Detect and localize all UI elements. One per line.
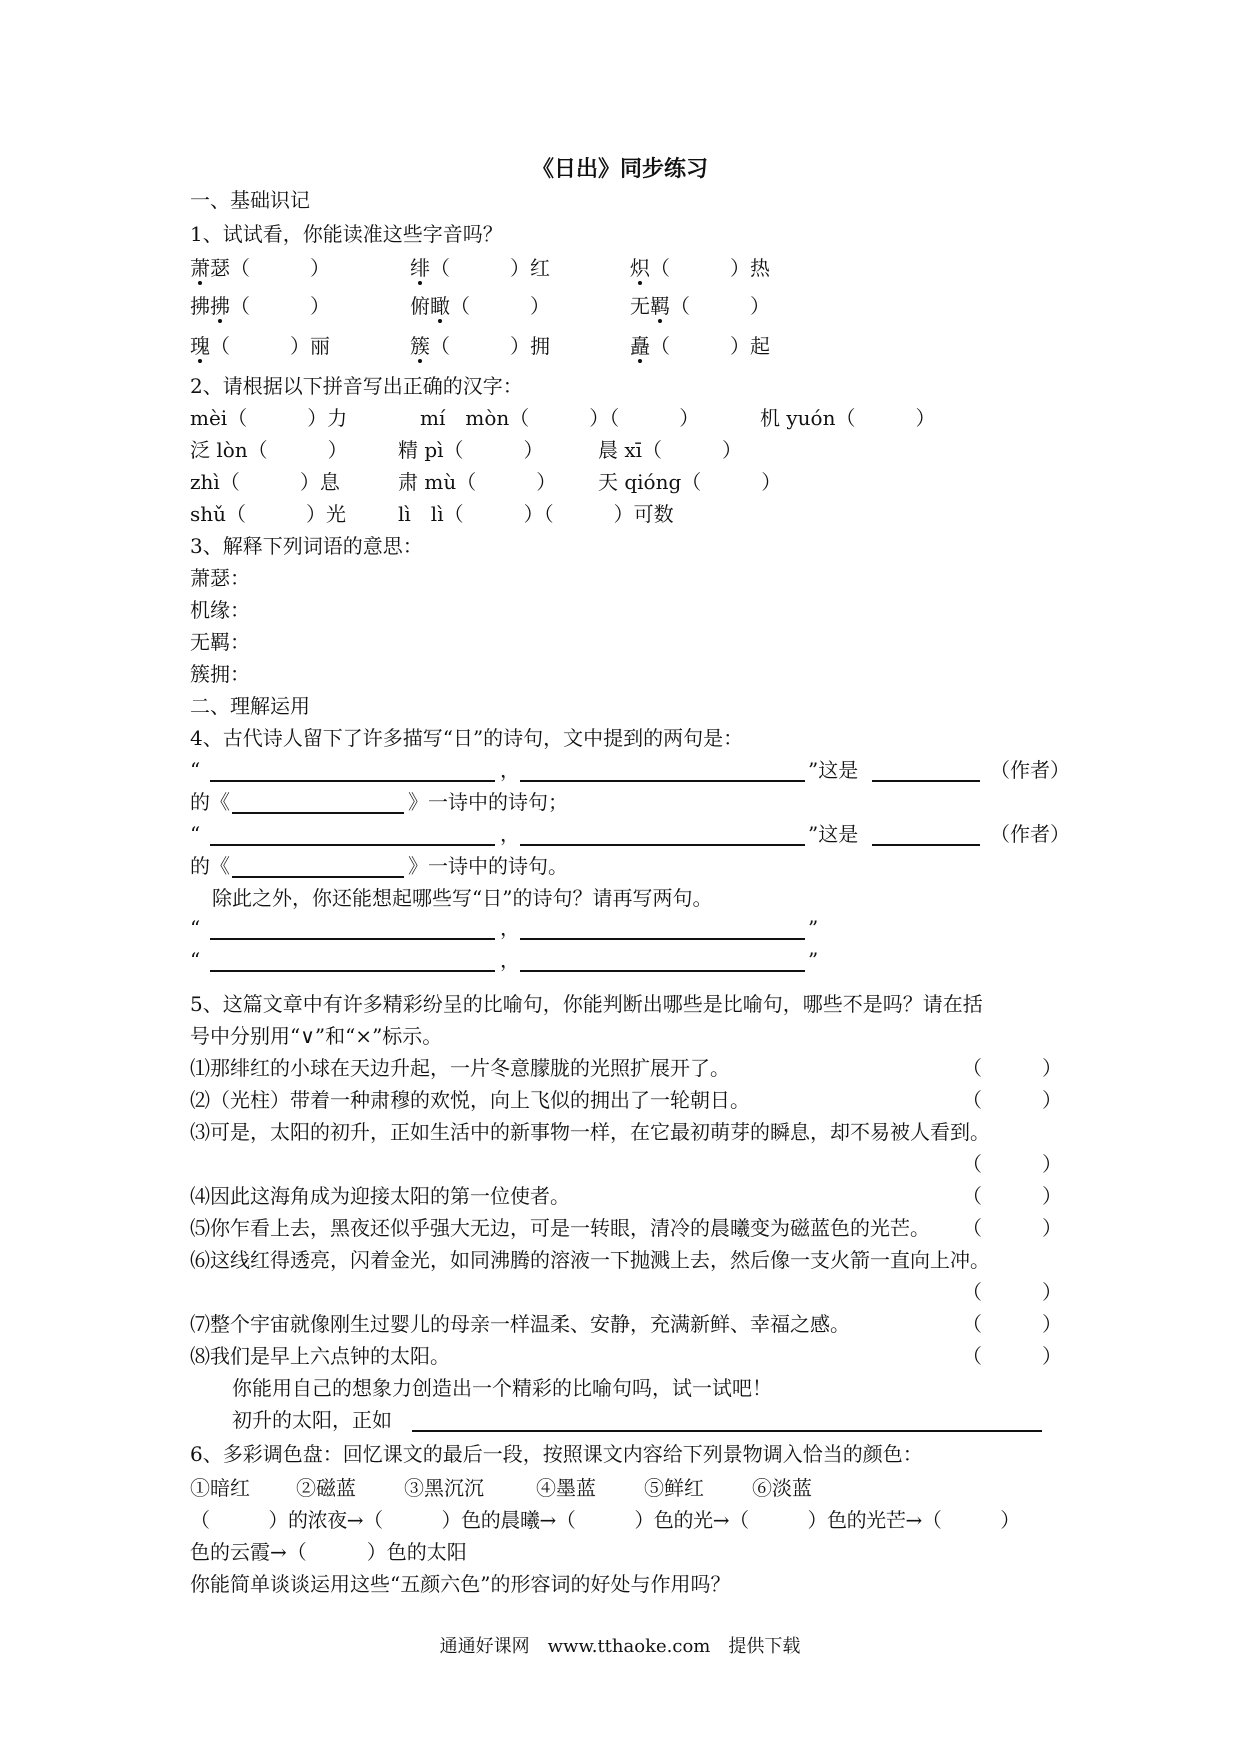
poem-prefix: 的《 <box>190 790 230 814</box>
q1-item: 炽（ ）热 <box>630 256 770 280</box>
author-blank[interactable] <box>872 844 980 846</box>
q1-item: 瑰（ ）丽 <box>190 334 330 358</box>
color-option: ④墨蓝 <box>536 1476 596 1500</box>
this-is-label: ”这是 <box>808 822 859 846</box>
close-quote: ” <box>808 948 819 972</box>
q4-extra-prompt: 除此之外，你还能想起哪些写“日”的诗句？请再写两句。 <box>212 886 713 910</box>
q6-sequence-line-cont: 色的云霞→（ ）色的太阳 <box>190 1540 467 1564</box>
q5-create-prompt: 你能用自己的想象力创造出一个精彩的比喻句吗，试一试吧！ <box>232 1376 772 1400</box>
q2-item: 泛 lòn（ ） <box>190 438 348 462</box>
q2-item: shǔ（ ）光 <box>190 502 347 526</box>
q3-item: 簇拥： <box>190 662 250 686</box>
question-4-prompt: 4、古代诗人留下了许多描写“日”的诗句，文中提到的两句是： <box>190 726 744 750</box>
answer-bracket[interactable]: （ ） <box>962 1152 1062 1176</box>
color-option: ③黑沉沉 <box>404 1476 484 1500</box>
question-3-prompt: 3、解释下列词语的意思： <box>190 534 423 558</box>
author-blank[interactable] <box>872 780 980 782</box>
comma: ， <box>500 758 520 782</box>
q5-sentence: ⑸你乍看上去，黑夜还似乎强大无边，可是一转眼，清冷的晨曦变为磁蓝色的光芒。 <box>190 1216 930 1240</box>
q2-item: 精 pì（ ） <box>398 438 544 462</box>
question-5-prompt-cont: 号中分别用“∨”和“×”标示。 <box>190 1024 443 1048</box>
poem-prefix: 的《 <box>190 854 230 878</box>
q6-sequence-line: （ ）的浓夜→（ ）色的晨曦→（ ）色的光→（ ）色的光芒→（ ） <box>190 1508 1020 1532</box>
open-quote: “ <box>190 822 201 846</box>
poem-title-blank[interactable] <box>232 812 404 814</box>
color-option: ⑥淡蓝 <box>752 1476 812 1500</box>
color-option: ①暗红 <box>190 1476 250 1500</box>
answer-blank[interactable] <box>520 938 805 940</box>
answer-bracket[interactable]: （ ） <box>962 1280 1062 1304</box>
q1-item: 俯瞰（ ） <box>410 294 550 318</box>
answer-blank[interactable] <box>210 970 495 972</box>
question-6-prompt: 6、多彩调色盘：回忆课文的最后一段，按照课文内容给下列景物调入恰当的颜色： <box>190 1442 923 1466</box>
answer-blank[interactable] <box>520 780 805 782</box>
q2-item: 天 qióng（ ） <box>598 470 782 494</box>
this-is-label: ”这是 <box>808 758 859 782</box>
answer-blank[interactable] <box>520 970 805 972</box>
answer-bracket[interactable]: （ ） <box>962 1184 1062 1208</box>
q1-item: 无羁（ ） <box>630 294 770 318</box>
q2-item: zhì（ ）息 <box>190 470 340 494</box>
q1-item: 绯（ ）红 <box>410 256 550 280</box>
q5-sentence: ⑻我们是早上六点钟的太阳。 <box>190 1344 450 1368</box>
q5-sentence: ⑵（光柱）带着一种肃穆的欢悦，向上飞似的拥出了一轮朝日。 <box>190 1088 750 1112</box>
answer-blank[interactable] <box>210 780 495 782</box>
q5-sentence: ⑴那绯红的小球在天边升起，一片冬意朦胧的光照扩展开了。 <box>190 1056 730 1080</box>
answer-bracket[interactable]: （ ） <box>962 1312 1062 1336</box>
q2-item: 机 yuón（ ） <box>760 406 936 430</box>
question-2-prompt: 2、请根据以下拼音写出正确的汉字： <box>190 374 523 398</box>
q1-item: 矗（ ）起 <box>630 334 770 358</box>
answer-blank[interactable] <box>520 844 805 846</box>
q1-item: 萧瑟（ ） <box>190 256 330 280</box>
poem-title-blank[interactable] <box>232 876 404 878</box>
answer-bracket[interactable]: （ ） <box>962 1216 1062 1240</box>
answer-blank[interactable] <box>210 938 495 940</box>
q3-item: 萧瑟： <box>190 566 250 590</box>
poem-suffix: 》一诗中的诗句； <box>408 790 568 814</box>
q2-item: lì lì（ ）（ ）可数 <box>398 502 674 526</box>
comma: ， <box>500 916 520 940</box>
q3-item: 无羁： <box>190 630 250 654</box>
section-heading-basics: 一、基础识记 <box>190 188 310 212</box>
open-quote: “ <box>190 948 201 972</box>
q1-item: 簇（ ）拥 <box>410 334 550 358</box>
question-5-prompt: 5、这篇文章中有许多精彩纷呈的比喻句，你能判断出哪些是比喻句，哪些不是吗？请在括 <box>190 992 983 1016</box>
footer-source: 通通好课网 www.tthaoke.com 提供下载 <box>439 1636 801 1657</box>
question-1-prompt: 1、试试看，你能读准这些字音吗？ <box>190 222 503 246</box>
poem-suffix: 》一诗中的诗句。 <box>408 854 568 878</box>
open-quote: “ <box>190 758 201 782</box>
section-heading-application: 二、理解运用 <box>190 694 310 718</box>
comma: ， <box>500 948 520 972</box>
author-label: （作者） <box>990 758 1070 782</box>
answer-blank[interactable] <box>210 844 495 846</box>
comma: ， <box>500 822 520 846</box>
q5-sentence: ⑷因此这海角成为迎接太阳的第一位使者。 <box>190 1184 570 1208</box>
q5-sentence: ⑶可是，太阳的初升，正如生活中的新事物一样，在它最初萌芽的瞬息，却不易被人看到。 <box>190 1120 990 1144</box>
q5-sentence: ⑺整个宇宙就像刚生过婴儿的母亲一样温柔、安静，充满新鲜、幸福之感。 <box>190 1312 850 1336</box>
answer-bracket[interactable]: （ ） <box>962 1344 1062 1368</box>
answer-bracket[interactable]: （ ） <box>962 1056 1062 1080</box>
simile-answer-blank[interactable] <box>412 1430 1042 1432</box>
close-quote: ” <box>808 916 819 940</box>
q2-item: 肃 mù（ ） <box>398 470 557 494</box>
color-option: ②磁蓝 <box>296 1476 356 1500</box>
page-title: 《日出》同步练习 <box>531 156 708 182</box>
q6-discussion-prompt: 你能简单谈谈运用这些“五颜六色”的形容词的好处与作用吗？ <box>190 1572 731 1596</box>
q3-item: 机缘： <box>190 598 250 622</box>
q2-item: mèi（ ）力 <box>190 406 348 430</box>
q5-create-start: 初升的太阳，正如 <box>232 1408 392 1432</box>
color-option: ⑤鲜红 <box>644 1476 704 1500</box>
q2-item: 晨 xī（ ） <box>598 438 743 462</box>
q2-item: mí mòn（ ）（ ） <box>420 406 700 430</box>
q5-sentence: ⑹这线红得透亮，闪着金光，如同沸腾的溶液一下抛溅上去，然后像一支火箭一直向上冲。 <box>190 1248 990 1272</box>
open-quote: “ <box>190 916 201 940</box>
author-label: （作者） <box>990 822 1070 846</box>
answer-bracket[interactable]: （ ） <box>962 1088 1062 1112</box>
q1-item: 拂拂（ ） <box>190 294 330 318</box>
